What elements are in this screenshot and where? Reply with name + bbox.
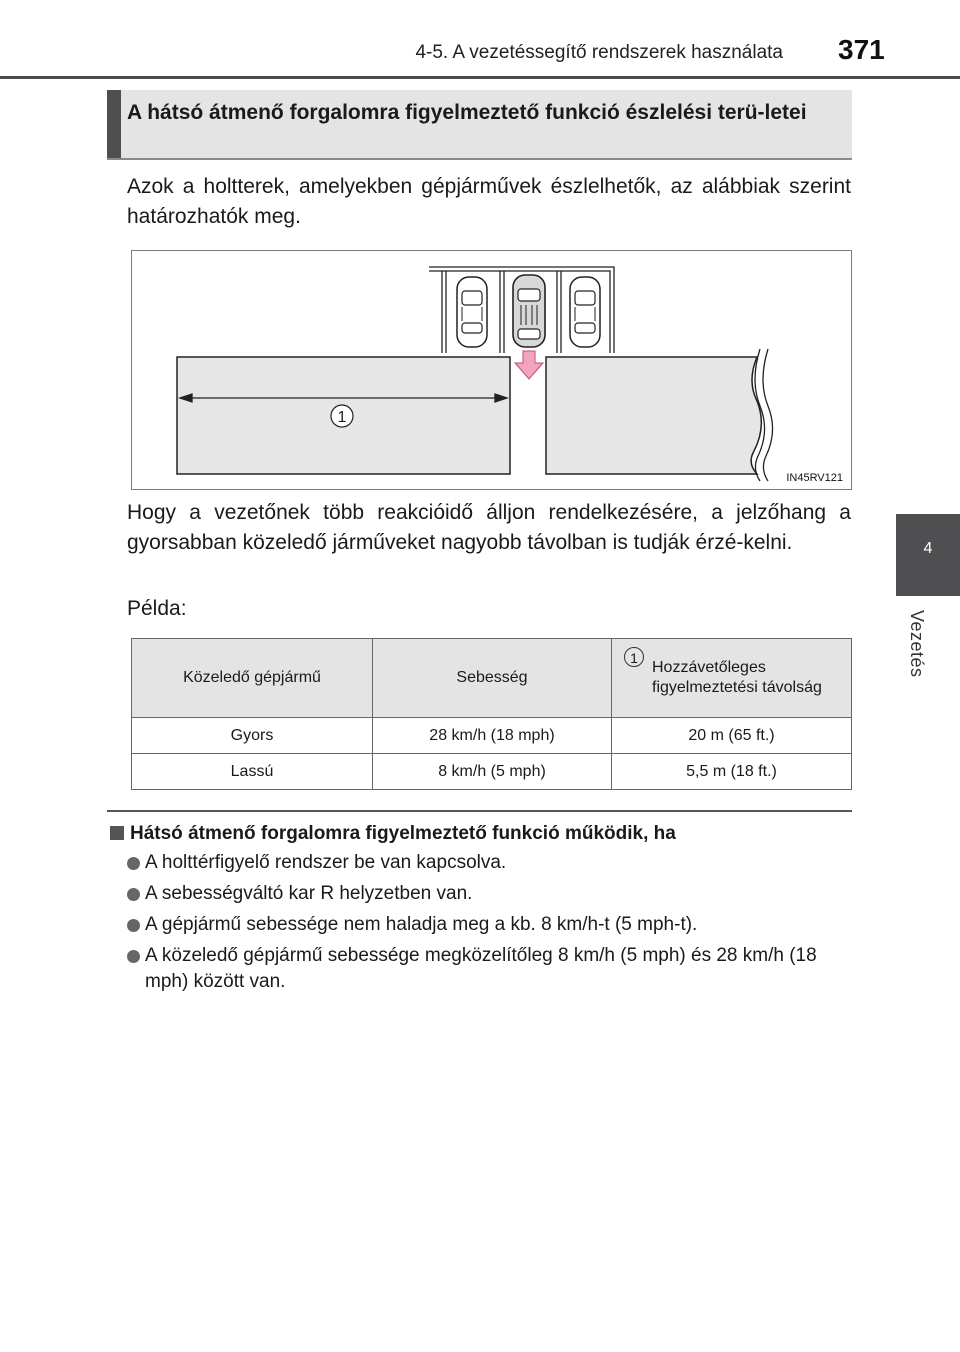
operation-heading: [110, 822, 855, 846]
section-divider: [107, 810, 852, 812]
list-item-text: A sebességváltó kar R helyzetben van.: [145, 883, 473, 904]
cell-speed: 8 km/h (5 mph): [373, 754, 612, 790]
bullet-dot-icon: [127, 950, 140, 963]
header-approaching-vehicle: Közeledő gépjármű: [132, 639, 373, 718]
figure-code: IN45RV121: [786, 472, 843, 484]
list-item-text: A gépjármű sebessége nem haladja meg a kb. 8 km/h-t (5 mph-t).: [145, 914, 698, 935]
list-item-text: A közeledő gépjármű sebessége megközelítőleg 8 km/h (5 mph) és 28 km/h (18 mph) között van.: [145, 945, 817, 992]
reversing-vehicle: [513, 275, 545, 347]
cell-vehicle: Lassú: [132, 754, 373, 790]
header-title: 4-5. A vezetéssegítő rendszerek használata: [415, 42, 783, 63]
callout-number: 1: [337, 409, 347, 426]
operation-conditions-list: [127, 850, 857, 1000]
chapter-tab: [896, 514, 960, 596]
list-item: [127, 881, 857, 907]
header-rule: [0, 76, 960, 79]
right-detection-area: [546, 357, 761, 474]
warning-distance-table: [131, 638, 852, 790]
reaction-paragraph: Hogy a vezetőnek több reakcióidő álljon rendelkezésére, a jelzőhang a gyorsabban közeledő járműveket nagyobb távolban is tudják érzé-kelni.: [127, 501, 851, 554]
detection-area-figure: [131, 250, 852, 490]
cell-vehicle: Gyors: [132, 718, 373, 754]
page-number: 371: [838, 34, 885, 65]
operation-heading-text: Hátsó átmenő forgalomra figyelmeztető funkció működik, ha: [130, 823, 676, 844]
example-label: Példa:: [127, 597, 187, 620]
bullet-dot-icon: [127, 919, 140, 932]
intro-paragraph: Azok a holtterek, amelyekben gépjárművek észlelhetők, az alábbiak szerint határozhatók meg.: [127, 175, 851, 228]
parked-car-right: [570, 277, 600, 347]
square-bullet-icon: [110, 826, 124, 840]
section-title: A hátsó átmenő forgalomra figyelmeztető funkció észlelési terü-letei: [127, 101, 807, 124]
reverse-direction-arrow: [515, 351, 543, 379]
cell-distance: 20 m (65 ft.): [612, 718, 852, 754]
header-speed: Sebesség: [373, 639, 612, 718]
section-heading-box: [107, 90, 852, 160]
break-line-2: [763, 349, 773, 481]
list-item: [127, 943, 857, 995]
cell-speed: 28 km/h (18 mph): [373, 718, 612, 754]
section-heading-bar: [107, 90, 121, 158]
list-item: [127, 850, 857, 876]
table-header-row: [132, 639, 852, 718]
table-row: [132, 754, 852, 790]
cell-distance: 5,5 m (18 ft.): [612, 754, 852, 790]
parked-car-left: [457, 277, 487, 347]
header-callout: 1: [624, 647, 644, 667]
header-warning-distance-text: Hozzávetőleges figyelmeztetési távolság: [652, 659, 822, 696]
list-item-text: A holttérfigyelő rendszer be van kapcsolva.: [145, 852, 507, 873]
chapter-number: 4: [923, 540, 933, 557]
table-row: [132, 718, 852, 754]
chapter-label: Vezetés: [907, 610, 927, 678]
bullet-dot-icon: [127, 888, 140, 901]
detection-area-illustration: [132, 251, 851, 489]
header-warning-distance: [612, 639, 852, 718]
bullet-dot-icon: [127, 857, 140, 870]
list-item: [127, 912, 857, 938]
